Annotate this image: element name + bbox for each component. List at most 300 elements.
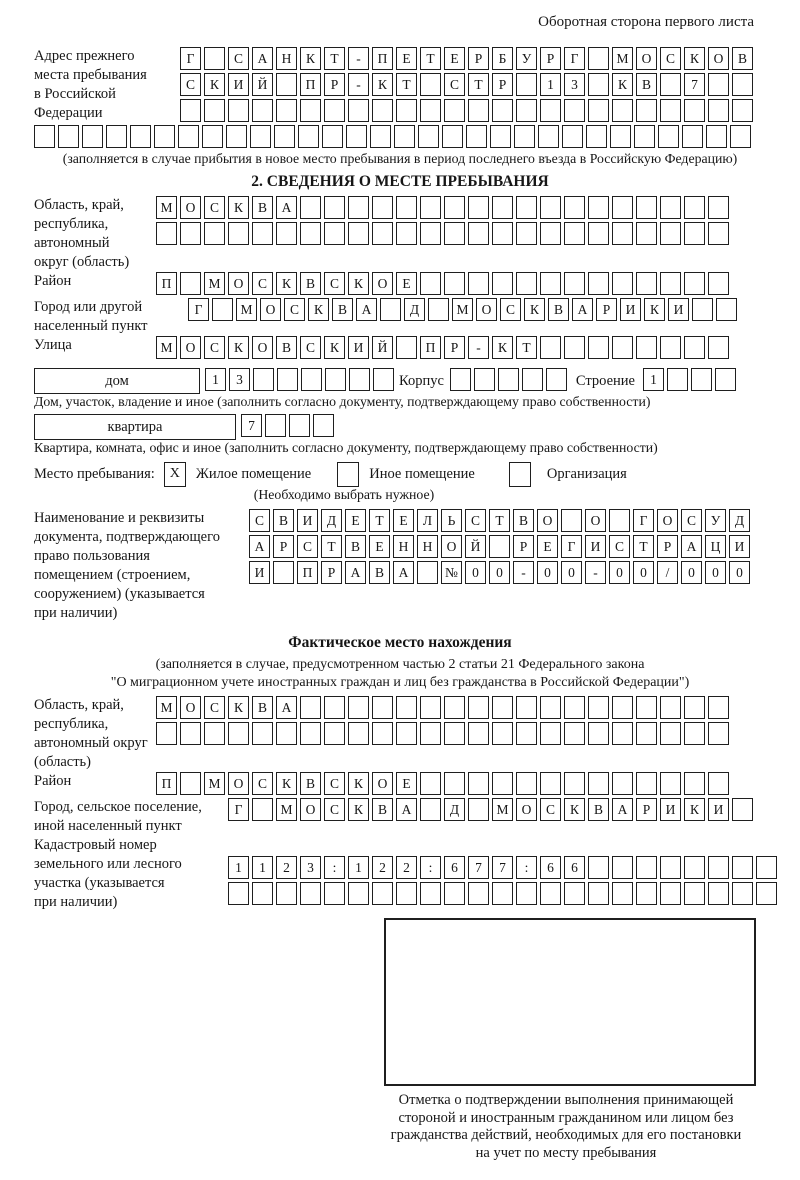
char-cell: М — [276, 798, 297, 821]
char-cell: М — [236, 298, 257, 321]
char-cell — [300, 722, 321, 745]
char-cell — [348, 222, 369, 245]
char-cell: 1 — [205, 368, 226, 391]
char-cell — [428, 298, 449, 321]
stamp-caption — [366, 1092, 766, 1162]
char-cell: Р — [596, 298, 617, 321]
stamp-area — [366, 918, 766, 1162]
char-cell — [420, 222, 441, 245]
fact-oblast-row-2 — [156, 722, 732, 745]
char-cell — [444, 99, 465, 122]
char-cell — [444, 272, 465, 295]
mesto-label: Место пребывания: — [34, 466, 155, 482]
char-cell: В — [300, 772, 321, 795]
char-cell: С — [324, 272, 345, 295]
char-cell — [372, 99, 393, 122]
char-cell: А — [393, 561, 414, 584]
char-cell: Б — [492, 47, 513, 70]
char-cell — [708, 696, 729, 719]
char-cell: К — [276, 272, 297, 295]
char-cell: О — [260, 298, 281, 321]
char-cell: В — [588, 798, 609, 821]
char-cell — [612, 772, 633, 795]
char-cell: С — [204, 336, 225, 359]
char-cell — [588, 272, 609, 295]
char-cell: 0 — [633, 561, 654, 584]
char-cell — [492, 222, 513, 245]
document-row-3 — [249, 561, 753, 584]
char-cell: Т — [369, 509, 390, 532]
char-cell — [564, 222, 585, 245]
char-cell: 0 — [705, 561, 726, 584]
char-cell — [522, 368, 543, 391]
char-cell: В — [513, 509, 534, 532]
char-cell: 0 — [609, 561, 630, 584]
char-cell: И — [729, 535, 750, 558]
gorod-row — [188, 298, 740, 321]
char-cell — [324, 882, 345, 905]
char-cell: С — [465, 509, 486, 532]
char-cell — [82, 125, 103, 148]
char-cell — [442, 125, 463, 148]
kadastr-block — [34, 836, 766, 912]
char-cell — [372, 722, 393, 745]
char-cell: С — [681, 509, 702, 532]
document-row-2 — [249, 535, 753, 558]
char-cell: - — [513, 561, 534, 584]
char-cell — [564, 722, 585, 745]
char-cell: Р — [321, 561, 342, 584]
char-cell — [276, 222, 297, 245]
char-cell: Й — [252, 73, 273, 96]
char-cell — [324, 99, 345, 122]
char-cell: 0 — [489, 561, 510, 584]
char-cell — [732, 856, 753, 879]
char-cell — [540, 196, 561, 219]
char-cell: Е — [393, 509, 414, 532]
char-cell: 2 — [276, 856, 297, 879]
char-cell — [612, 882, 633, 905]
char-cell — [420, 272, 441, 295]
char-cell: М — [156, 336, 177, 359]
char-cell — [156, 722, 177, 745]
char-cell — [253, 368, 274, 391]
char-cell — [301, 368, 322, 391]
mesto-note: (Необходимо выбрать нужное) — [253, 487, 435, 502]
char-cell: Е — [396, 47, 417, 70]
char-cell — [684, 722, 705, 745]
char-cell — [466, 125, 487, 148]
char-cell — [516, 882, 537, 905]
dom-cells — [205, 368, 397, 391]
char-cell — [180, 722, 201, 745]
label-line: автономный округ — [34, 735, 148, 751]
char-cell: И — [297, 509, 318, 532]
char-cell: Г — [228, 798, 249, 821]
char-cell: Т — [489, 509, 510, 532]
char-cell: Й — [465, 535, 486, 558]
char-cell: А — [345, 561, 366, 584]
char-cell: О — [476, 298, 497, 321]
char-cell — [265, 414, 286, 437]
char-cell — [636, 336, 657, 359]
char-cell: - — [348, 73, 369, 96]
fact-oblast-block — [34, 696, 766, 772]
char-cell — [178, 125, 199, 148]
char-cell: С — [249, 509, 270, 532]
char-cell: 1 — [348, 856, 369, 879]
char-cell — [516, 73, 537, 96]
char-cell: 0 — [537, 561, 558, 584]
dom-row — [34, 368, 766, 394]
fact-oblast-label — [34, 696, 156, 772]
char-cell — [540, 222, 561, 245]
char-cell — [756, 856, 777, 879]
char-cell — [660, 856, 681, 879]
char-cell: С — [540, 798, 561, 821]
char-cell — [667, 368, 688, 391]
char-cell — [212, 298, 233, 321]
char-cell: Е — [444, 47, 465, 70]
prev-address-note: (заполняется в случае прибытия в новое место пребывания в период последнего въезда в Российскую Федерацию) — [62, 151, 738, 166]
zhiloe-checkbox: X — [164, 462, 186, 487]
char-cell: И — [708, 798, 729, 821]
char-cell: Й — [372, 336, 393, 359]
char-cell — [636, 696, 657, 719]
char-cell — [612, 856, 633, 879]
char-cell: И — [660, 798, 681, 821]
char-cell — [444, 196, 465, 219]
char-cell: С — [252, 272, 273, 295]
char-cell — [468, 722, 489, 745]
char-cell — [610, 125, 631, 148]
char-cell — [492, 99, 513, 122]
char-cell — [372, 222, 393, 245]
label-line: (область) — [34, 754, 91, 770]
char-cell: 0 — [729, 561, 750, 584]
char-cell: Т — [396, 73, 417, 96]
char-cell: К — [644, 298, 665, 321]
char-cell: О — [180, 196, 201, 219]
char-cell — [562, 125, 583, 148]
char-cell: К — [228, 196, 249, 219]
kvartira-cells — [241, 414, 337, 437]
char-cell: Т — [468, 73, 489, 96]
char-cell — [298, 125, 319, 148]
char-cell: С — [444, 73, 465, 96]
char-cell: А — [356, 298, 377, 321]
char-cell: Л — [417, 509, 438, 532]
char-cell: С — [300, 336, 321, 359]
char-cell — [180, 222, 201, 245]
char-cell — [226, 125, 247, 148]
char-cell: В — [273, 509, 294, 532]
prev-address-label — [34, 47, 180, 123]
char-cell: О — [228, 272, 249, 295]
char-cell: О — [252, 336, 273, 359]
char-cell: А — [572, 298, 593, 321]
char-cell — [252, 99, 273, 122]
char-cell: Р — [273, 535, 294, 558]
char-cell — [564, 882, 585, 905]
char-cell — [732, 882, 753, 905]
char-cell: С — [204, 196, 225, 219]
char-cell — [276, 882, 297, 905]
char-cell — [636, 722, 657, 745]
char-cell — [708, 772, 729, 795]
char-cell — [660, 99, 681, 122]
char-cell — [418, 125, 439, 148]
char-cell — [417, 561, 438, 584]
char-cell — [636, 272, 657, 295]
char-cell — [276, 99, 297, 122]
char-cell — [588, 196, 609, 219]
char-cell — [250, 125, 271, 148]
char-cell — [346, 125, 367, 148]
char-cell: В — [252, 696, 273, 719]
char-cell: И — [228, 73, 249, 96]
char-cell: О — [372, 272, 393, 295]
char-cell: С — [500, 298, 521, 321]
char-cell — [612, 196, 633, 219]
label-line: участка (указывается — [34, 875, 165, 891]
char-cell: О — [441, 535, 462, 558]
label-line: "О миграционном учете иностранных граждан и лиц без гражданства в Российской Федерации") — [110, 675, 690, 690]
char-cell: И — [249, 561, 270, 584]
char-cell — [372, 696, 393, 719]
char-cell: О — [708, 47, 729, 70]
char-cell — [732, 73, 753, 96]
char-cell: 1 — [540, 73, 561, 96]
char-cell: Г — [633, 509, 654, 532]
kadastr-row-1 — [228, 856, 780, 879]
char-cell: 2 — [372, 856, 393, 879]
char-cell — [420, 882, 441, 905]
char-cell: О — [636, 47, 657, 70]
char-cell: Ь — [441, 509, 462, 532]
char-cell — [228, 882, 249, 905]
char-cell — [715, 368, 736, 391]
char-cell — [444, 772, 465, 795]
char-cell: С — [180, 73, 201, 96]
char-cell — [396, 882, 417, 905]
ulitsa-block — [34, 336, 766, 362]
char-cell — [58, 125, 79, 148]
char-cell — [636, 856, 657, 879]
char-cell: Р — [540, 47, 561, 70]
fact-gorod-row — [228, 798, 756, 821]
char-cell: А — [681, 535, 702, 558]
char-cell — [660, 696, 681, 719]
char-cell: Н — [393, 535, 414, 558]
char-cell — [474, 368, 495, 391]
char-cell: К — [372, 73, 393, 96]
char-cell: Р — [513, 535, 534, 558]
char-cell — [516, 222, 537, 245]
char-cell — [489, 535, 510, 558]
char-cell — [732, 798, 753, 821]
char-cell — [732, 99, 753, 122]
char-cell — [684, 696, 705, 719]
char-cell — [612, 722, 633, 745]
char-cell — [561, 509, 582, 532]
char-cell — [420, 798, 441, 821]
char-cell: А — [396, 798, 417, 821]
char-cell: К — [492, 336, 513, 359]
label-line: сооружением) (указывается — [34, 586, 205, 602]
char-cell — [708, 196, 729, 219]
char-cell: М — [492, 798, 513, 821]
label-line: автономный — [34, 235, 110, 251]
char-cell — [708, 856, 729, 879]
kvartira-row — [34, 414, 766, 440]
dom-note: Дом, участок, владение и иное (заполнить согласно документу, подтверждающему право собственности) — [34, 394, 651, 409]
char-cell — [708, 73, 729, 96]
char-cell — [588, 73, 609, 96]
fact-raion-block — [34, 772, 766, 798]
char-cell — [684, 99, 705, 122]
char-cell — [106, 125, 127, 148]
label-line: Город, сельское поселение, — [34, 799, 202, 815]
char-cell — [313, 414, 334, 437]
kadastr-row-2 — [228, 882, 780, 905]
char-cell — [444, 882, 465, 905]
char-cell: К — [684, 47, 705, 70]
corner-note: Оборотная сторона первого листа — [538, 14, 754, 30]
char-cell: 1 — [252, 856, 273, 879]
char-cell — [348, 196, 369, 219]
fact-oblast-grid — [156, 696, 732, 748]
char-cell — [252, 722, 273, 745]
char-cell: Г — [561, 535, 582, 558]
char-cell — [636, 882, 657, 905]
label-line: при наличии) — [34, 605, 118, 621]
char-cell: К — [348, 772, 369, 795]
char-cell: Д — [404, 298, 425, 321]
label-line: при наличии) — [34, 894, 118, 910]
char-cell: С — [660, 47, 681, 70]
char-cell — [756, 882, 777, 905]
char-cell: / — [657, 561, 678, 584]
char-cell — [540, 272, 561, 295]
char-cell — [204, 99, 225, 122]
char-cell — [396, 222, 417, 245]
char-cell — [492, 272, 513, 295]
char-cell: В — [369, 561, 390, 584]
label-line: республика, — [34, 216, 109, 232]
char-cell: Т — [321, 535, 342, 558]
prev-address-block — [34, 47, 766, 125]
char-cell — [691, 368, 712, 391]
char-cell — [708, 272, 729, 295]
label-line: населенный пункт — [34, 318, 148, 334]
char-cell — [564, 196, 585, 219]
char-cell — [322, 125, 343, 148]
char-cell — [228, 99, 249, 122]
char-cell — [468, 196, 489, 219]
char-cell — [325, 368, 346, 391]
char-cell — [634, 125, 655, 148]
char-cell — [420, 99, 441, 122]
char-cell: В — [332, 298, 353, 321]
char-cell: С — [609, 535, 630, 558]
char-cell — [636, 196, 657, 219]
prev-address-row-2 — [180, 73, 756, 96]
label-line: Отметка о подтверждении выполнения принимающей — [398, 1092, 734, 1108]
char-cell — [324, 222, 345, 245]
raion-block — [34, 272, 766, 298]
char-cell — [156, 222, 177, 245]
char-cell: С — [297, 535, 318, 558]
char-cell — [540, 696, 561, 719]
label-line: Адрес прежнего — [34, 48, 135, 64]
char-cell — [420, 196, 441, 219]
char-cell: С — [284, 298, 305, 321]
char-cell — [658, 125, 679, 148]
char-cell: Ц — [705, 535, 726, 558]
char-cell — [564, 772, 585, 795]
kadastr-label — [34, 836, 228, 912]
char-cell — [684, 336, 705, 359]
stroenie-cells — [643, 368, 739, 391]
fact-raion-label: Район — [34, 773, 72, 789]
char-cell: 6 — [564, 856, 585, 879]
gorod-label — [34, 298, 188, 336]
label-line: в Российской — [34, 86, 116, 102]
char-cell — [444, 696, 465, 719]
char-cell: О — [585, 509, 606, 532]
char-cell — [348, 696, 369, 719]
char-cell: В — [372, 798, 393, 821]
char-cell: В — [732, 47, 753, 70]
char-cell: Е — [396, 772, 417, 795]
char-cell — [516, 272, 537, 295]
char-cell: К — [324, 336, 345, 359]
stroenie-label: Строение — [575, 373, 635, 389]
char-cell — [708, 882, 729, 905]
char-cell: С — [228, 47, 249, 70]
char-cell: С — [204, 696, 225, 719]
char-cell: В — [345, 535, 366, 558]
char-cell — [588, 722, 609, 745]
char-cell — [348, 722, 369, 745]
char-cell — [450, 368, 471, 391]
char-cell: 1 — [643, 368, 664, 391]
char-cell — [492, 722, 513, 745]
char-cell: 7 — [468, 856, 489, 879]
char-cell: М — [156, 696, 177, 719]
char-cell — [324, 696, 345, 719]
char-cell — [228, 222, 249, 245]
char-cell: Н — [417, 535, 438, 558]
label-line: (заполняется в случае, предусмотренном частью 2 статьи 21 Федерального закона — [155, 657, 645, 672]
char-cell — [420, 772, 441, 795]
char-cell — [684, 856, 705, 879]
char-cell — [692, 298, 713, 321]
char-cell — [372, 882, 393, 905]
label-line: Федерации — [34, 105, 103, 121]
char-cell: К — [564, 798, 585, 821]
char-cell: Г — [188, 298, 209, 321]
prev-address-grid — [180, 47, 756, 125]
char-cell — [468, 882, 489, 905]
char-cell — [588, 772, 609, 795]
char-cell — [684, 196, 705, 219]
label-line: документа, подтверждающего — [34, 529, 220, 545]
char-cell — [708, 336, 729, 359]
char-cell — [372, 196, 393, 219]
char-cell — [468, 99, 489, 122]
